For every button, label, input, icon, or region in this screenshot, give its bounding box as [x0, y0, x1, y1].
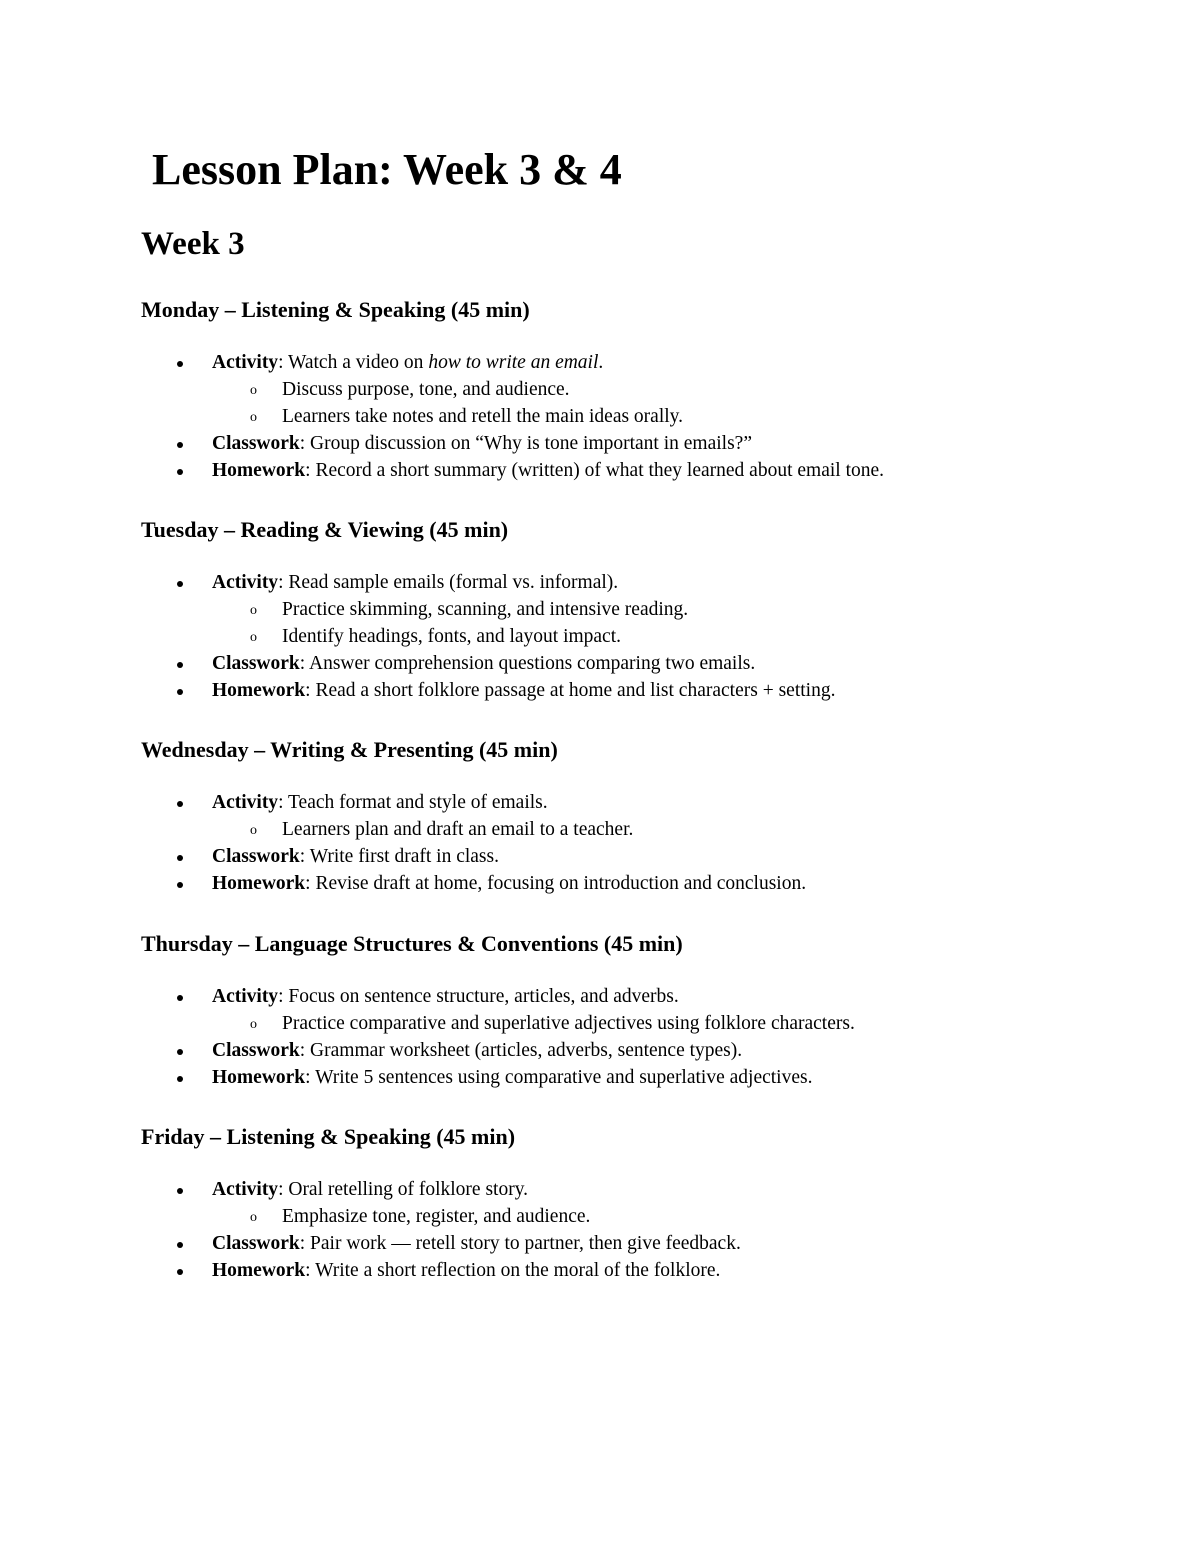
item-text: : Watch a video on	[278, 352, 429, 373]
item-text: : Answer comprehension questions comparing two emails.	[299, 653, 756, 674]
item-text: : Group discussion on “Why is tone important in emails?”	[299, 433, 752, 454]
item-label: Homework	[212, 873, 306, 894]
item-label: Classwork	[212, 433, 300, 454]
day-heading: Monday – Listening & Speaking (45 min)	[141, 297, 530, 322]
item-label: Activity	[212, 1179, 279, 1200]
bullet-icon	[177, 361, 183, 367]
bullet-icon	[177, 581, 183, 587]
item-label: Homework	[212, 680, 306, 701]
item-label: Homework	[212, 460, 306, 481]
day-section-monday	[141, 294, 1141, 484]
item-text: Learners plan and draft an email to a teacher.	[282, 819, 634, 840]
bullet-icon	[177, 855, 183, 861]
sub-bullet-icon: o	[250, 630, 257, 645]
item-text: : Oral retelling of folklore story.	[278, 1179, 529, 1200]
item-text: Practice skimming, scanning, and intensive reading.	[282, 599, 689, 620]
list-item-homework	[141, 1257, 1141, 1284]
item-text: : Write 5 sentences using comparative and superlative adjectives.	[305, 1067, 813, 1088]
item-label: Classwork	[212, 846, 300, 867]
page-title: Lesson Plan: Week 3 & 4	[152, 145, 622, 194]
item-text: Learners take notes and retell the main ideas orally.	[282, 406, 684, 427]
day-section-tuesday	[141, 514, 1141, 704]
day-item-list	[141, 1176, 1141, 1284]
sub-bullet-icon: o	[250, 410, 257, 425]
day-section-thursday	[141, 928, 1141, 1091]
bullet-icon	[177, 801, 183, 807]
day-heading: Thursday – Language Structures & Conventions (45 min)	[141, 931, 683, 956]
item-text: Discuss purpose, tone, and audience.	[282, 379, 570, 400]
list-item-homework	[141, 870, 1141, 897]
list-item-homework	[141, 1064, 1141, 1091]
item-text: : Teach format and style of emails.	[278, 792, 548, 813]
list-item-activity	[141, 789, 1141, 816]
sub-bullet-icon: o	[250, 603, 257, 618]
bullet-icon	[177, 995, 183, 1001]
item-label: Classwork	[212, 653, 300, 674]
list-subitem	[141, 816, 1141, 843]
day-item-list	[141, 983, 1141, 1091]
sub-bullet-icon: o	[250, 823, 257, 838]
item-text: : Write a short reflection on the moral of the folklore.	[305, 1260, 721, 1281]
item-text: : Read sample emails (formal vs. informal).	[278, 572, 619, 593]
item-label: Classwork	[212, 1040, 300, 1061]
day-section-friday	[141, 1121, 1141, 1284]
bullet-icon	[177, 1188, 183, 1194]
list-item-activity	[141, 983, 1141, 1010]
list-item-activity	[141, 569, 1141, 596]
bullet-icon	[177, 1049, 183, 1055]
bullet-icon	[177, 1269, 183, 1275]
item-label: Activity	[212, 792, 279, 813]
bullet-icon	[177, 442, 183, 448]
list-subitem	[141, 376, 1141, 403]
list-item-activity	[141, 349, 1141, 376]
bullet-icon	[177, 689, 183, 695]
item-label: Activity	[212, 572, 279, 593]
sub-bullet-icon: o	[250, 1210, 257, 1225]
bullet-icon	[177, 1076, 183, 1082]
list-item-classwork	[141, 650, 1141, 677]
list-subitem	[141, 1010, 1141, 1037]
item-text-italic: how to write an email	[428, 352, 599, 373]
day-item-list	[141, 789, 1141, 897]
list-item-activity	[141, 1176, 1141, 1203]
item-text: Emphasize tone, register, and audience.	[282, 1206, 591, 1227]
item-text: : Read a short folklore passage at home and list characters + setting.	[305, 680, 836, 701]
day-item-list	[141, 569, 1141, 704]
week-heading: Week 3	[141, 226, 245, 262]
list-subitem	[141, 623, 1141, 650]
item-label: Activity	[212, 352, 279, 373]
list-subitem	[141, 596, 1141, 623]
day-heading: Tuesday – Reading & Viewing (45 min)	[141, 517, 509, 542]
item-text: .	[598, 352, 604, 373]
bullet-icon	[177, 882, 183, 888]
day-heading: Friday – Listening & Speaking (45 min)	[141, 1124, 516, 1149]
list-item-classwork	[141, 1037, 1141, 1064]
list-item-classwork	[141, 1230, 1141, 1257]
list-item-homework	[141, 677, 1141, 704]
list-subitem	[141, 1203, 1141, 1230]
day-item-list	[141, 349, 1141, 484]
list-subitem	[141, 403, 1141, 430]
list-item-classwork	[141, 843, 1141, 870]
item-label: Homework	[212, 1260, 306, 1281]
item-text: : Grammar worksheet (articles, adverbs, sentence types).	[299, 1040, 743, 1061]
list-item-homework	[141, 457, 1141, 484]
list-item-classwork	[141, 430, 1141, 457]
sub-bullet-icon: o	[250, 1017, 257, 1032]
item-label: Homework	[212, 1067, 306, 1088]
item-text: : Record a short summary (written) of what they learned about email tone.	[305, 460, 885, 481]
item-text: : Focus on sentence structure, articles, and adverbs.	[278, 986, 679, 1007]
sub-bullet-icon: o	[250, 383, 257, 398]
item-text: Identify headings, fonts, and layout impact.	[282, 626, 622, 647]
day-section-wednesday	[141, 734, 1141, 897]
item-text: : Pair work — retell story to partner, then give feedback.	[299, 1233, 741, 1254]
item-label: Classwork	[212, 1233, 300, 1254]
bullet-icon	[177, 469, 183, 475]
item-text: Practice comparative and superlative adjectives using folklore characters.	[282, 1013, 855, 1034]
item-text: : Write first draft in class.	[299, 846, 499, 867]
day-heading: Wednesday – Writing & Presenting (45 min)	[141, 737, 558, 762]
item-label: Activity	[212, 986, 279, 1007]
item-text: : Revise draft at home, focusing on introduction and conclusion.	[305, 873, 807, 894]
bullet-icon	[177, 1242, 183, 1248]
bullet-icon	[177, 662, 183, 668]
